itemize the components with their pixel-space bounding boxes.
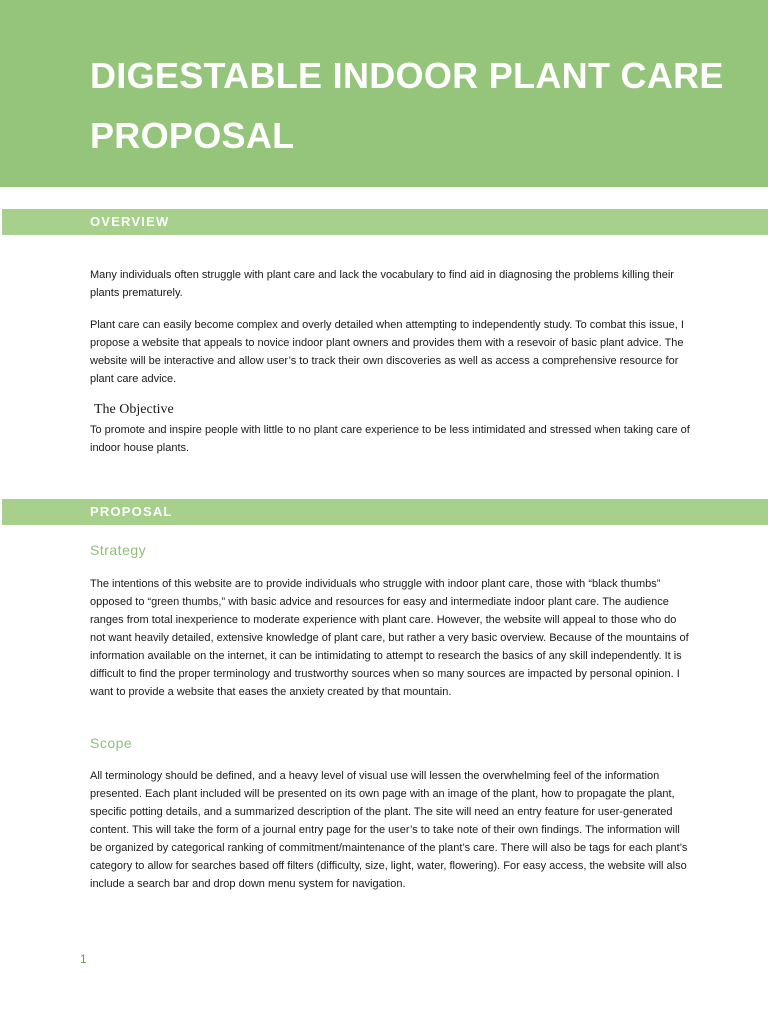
objective-text: To promote and inspire people with little to no plant care experience to be less intimidated and stressed when taking care of indoor house plants.: [90, 424, 690, 454]
document-title: DIGESTABLE INDOOR PLANT CARE PROPOSAL: [90, 55, 724, 156]
overview-section-bar: [2, 209, 768, 235]
strategy-paragraph: The intentions of this website are to provide individuals who struggle with indoor plant care, those with “black thumbs” opposed to “green thumbs,” with basic advice and resources for easy and intermediate indoor plant care. The audience ranges from total inexperience to moderate experience with plant care. However, the website will appeal to those who do not want heavily detailed, extensive knowledge of plant care, but rather a very basic overview. Because of the mountains of information available on the internet, it can be intimidating to attempt to research the basics of any skill independently. It is difficult to find the proper terminology and trustworthy sources when so many sources are impacted by personal opinion. I want to provide a website that eases the anxiety created by that mountain.: [90, 578, 689, 698]
overview-heading: OVERVIEW: [90, 214, 170, 229]
title-banner: [0, 0, 768, 187]
strategy-heading: Strategy: [90, 542, 147, 558]
overview-paragraph-1: Many individuals often struggle with plant care and lack the vocabulary to find aid in diagnosing the problems killing their plants prematurely.: [90, 269, 674, 299]
proposal-heading: PROPOSAL: [90, 504, 173, 519]
scope-paragraph: All terminology should be defined, and a heavy level of visual use will lessen the overwhelming feel of the information presented. Each plant included will be presented on its own page with an image of the plant, how to propagate the plant, specific potting details, and a summarized description of the plant. The site will need an entry feature for user-generated content. This will take the form of a journal entry page for the user’s to take note of their own findings. The information will be organized by categorical ranking of commitment/maintenance of the plant’s care. There will also be tags for each plant’s category to allow for searches based off filters (difficulty, size, light, water, flowering). For easy access, the website will also include a search bar and drop down menu system for navigation.: [90, 770, 688, 890]
proposal-section-bar: [2, 499, 768, 525]
objective-heading: The Objective: [94, 402, 174, 417]
overview-paragraph-2: Plant care can easily become complex and overly detailed when attempting to independently study. To combat this issue, I propose a website that appeals to novice indoor plant owners and provides them with a resevoir of basic plant advice. The website will be interactive and allow user’s to track their own discoveries as well as access a comprehensive resource for plant care advice.: [90, 319, 684, 385]
page-number: 1: [80, 952, 87, 966]
scope-heading: Scope: [90, 735, 133, 751]
